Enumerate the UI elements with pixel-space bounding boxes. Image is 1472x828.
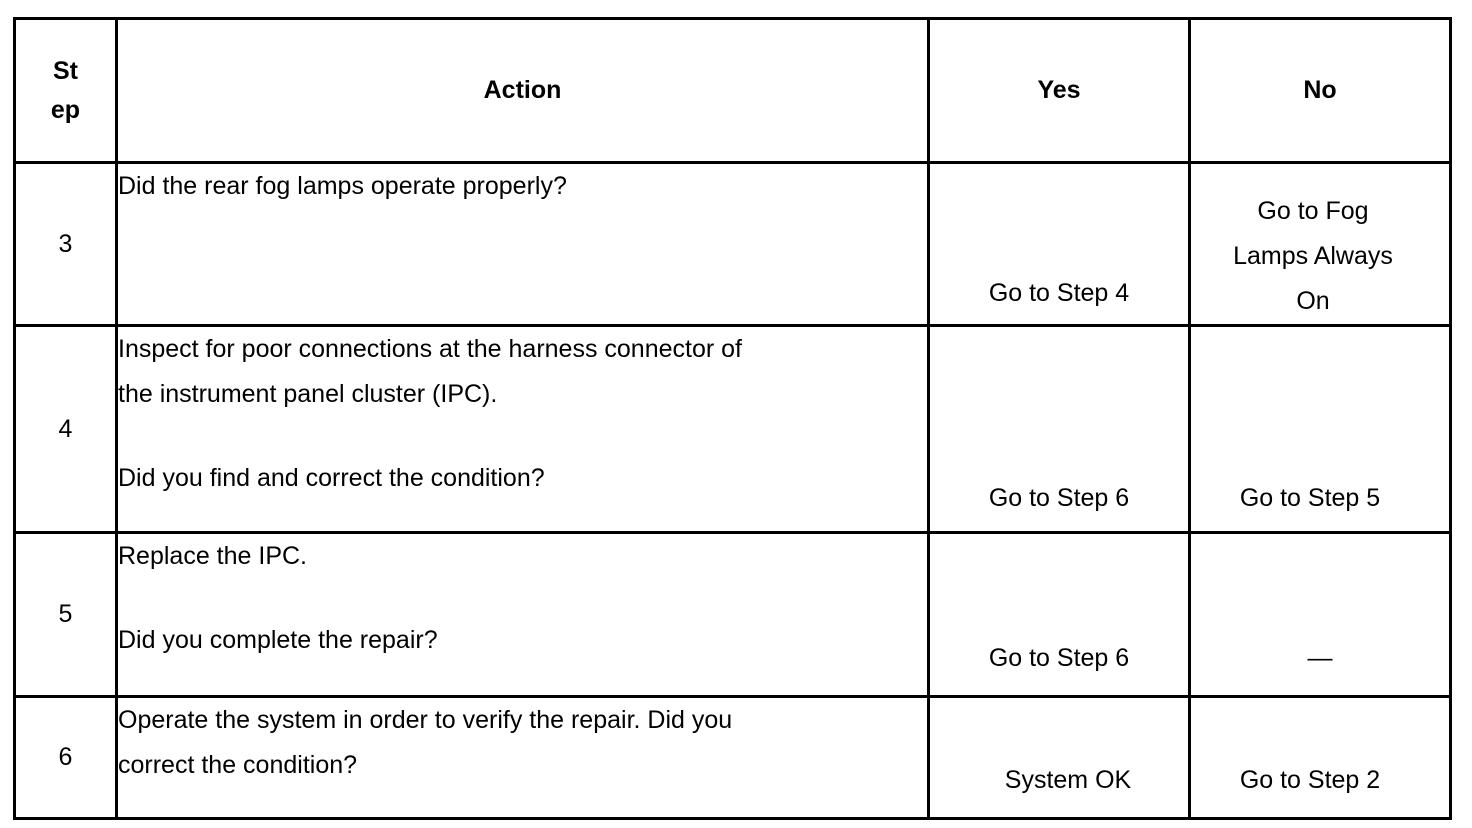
header-step-line1: St (53, 56, 78, 85)
action-text: Replace the IPC. (118, 542, 307, 570)
action-cell (117, 326, 929, 533)
spacer (118, 579, 927, 618)
action-text: correct the condition? (118, 751, 358, 779)
yes-cell: Go to Step 6 (929, 326, 1190, 533)
no-cell (1190, 533, 1451, 697)
step-number: 5 (15, 533, 117, 697)
action-text: the instrument panel cluster (IPC). (118, 380, 498, 408)
action-text: Inspect for poor connections at the harness connector of (118, 335, 742, 363)
header-step (15, 19, 117, 163)
action-cell (117, 697, 929, 819)
step-number: 3 (15, 163, 117, 326)
no-cell (1190, 326, 1451, 533)
header-step-line2: ep (50, 95, 81, 124)
no-text-line: Go to Fog (1257, 197, 1369, 225)
table-row (15, 326, 1451, 533)
no-text-line: — (1307, 644, 1333, 672)
diagnostic-table (13, 17, 1452, 820)
header-row (15, 19, 1451, 163)
action-text: Operate the system in order to verify the repair. Did you (118, 706, 733, 734)
yes-cell: Go to Step 6 (929, 533, 1190, 697)
action-text: Did the rear fog lamps operate properly? (118, 172, 567, 200)
yes-cell: System OK (929, 697, 1190, 819)
table-row (15, 697, 1451, 819)
table-row (15, 163, 1451, 326)
header-no: No (1190, 19, 1451, 163)
header-yes: Yes (929, 19, 1190, 163)
action-question: Did you complete the repair? (118, 626, 438, 654)
no-text-line: Go to Step 5 (1239, 484, 1381, 512)
action-cell (117, 163, 929, 326)
action-cell (117, 533, 929, 697)
no-text-line: Lamps Always (1233, 242, 1393, 270)
step-number: 6 (15, 697, 117, 819)
no-text-line: Go to Step 2 (1239, 766, 1381, 794)
step-number: 4 (15, 326, 117, 533)
no-text-line: On (1296, 287, 1330, 315)
no-cell (1190, 697, 1451, 819)
table-row (15, 533, 1451, 697)
yes-cell: Go to Step 4 (929, 163, 1190, 326)
header-action: Action (117, 19, 929, 163)
action-question: Did you find and correct the condition? (118, 464, 545, 492)
no-cell (1190, 163, 1451, 326)
spacer (118, 417, 927, 456)
